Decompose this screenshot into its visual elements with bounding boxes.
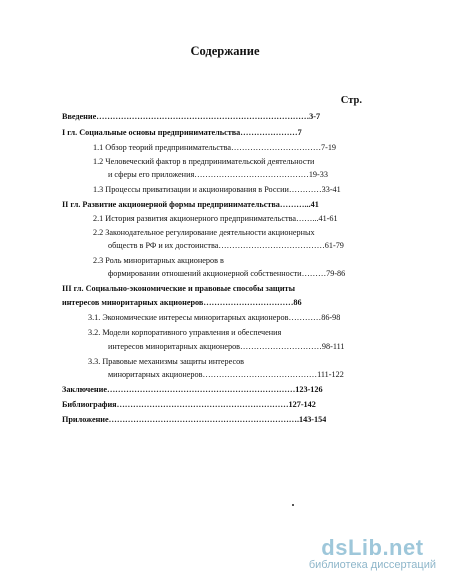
toc-line: I гл. Социальные основы предпринимательства…………………7: [62, 128, 302, 137]
scan-speck: [292, 504, 294, 506]
toc-line: и сферы его приложения……………………………………19-33: [108, 170, 328, 179]
toc-line: 2.3 Роль миноритарных акционеров в: [93, 256, 224, 265]
toc-line: 1.1 Обзор теорий предпринимательства……………………………7-19: [93, 143, 337, 152]
toc-line: обществ в РФ и их достоинства…………………………………61-79: [108, 241, 344, 250]
page-column-header: Стр.: [340, 95, 362, 106]
toc-line: Приложение…………………………………………………………….143-154: [62, 415, 327, 424]
toc-line: III гл. Социально-экономические и правовые способы защиты: [62, 284, 295, 293]
toc-line: интересов миноритарных акционеров…………………………98-111: [108, 342, 345, 351]
toc-line: 2.1 История развития акционерного предпринимательства……...41-61: [93, 214, 338, 223]
toc-line: II гл. Развитие акционерной формы предпринимательства………...41: [62, 200, 319, 209]
toc-line: миноритарных акционеров……………………………………111-122: [108, 370, 344, 379]
toc-line: 3.1. Экономические интересы миноритарных акционеров…………86-98: [88, 313, 341, 322]
toc-line: 1.3 Процессы приватизации и акционирования в России…………33-41: [93, 185, 341, 194]
watermark-tagline: библиотека диссертаций: [308, 559, 436, 571]
watermark-logo[interactable]: [309, 535, 436, 571]
toc-line: формировании отношений акционерной собственности………79-86: [108, 269, 346, 278]
toc-line: Введение……………………………………………………………………3-7: [62, 112, 321, 121]
document-title: Содержание: [190, 44, 260, 58]
watermark-brand: dsLib.net: [321, 535, 424, 560]
toc-line: Библиография………………………………………………………127-142: [62, 400, 316, 409]
toc-line: 2.2 Законодательное регулирование деятельности акционерных: [93, 228, 315, 237]
toc-line: 3.2. Модели корпоративного управления и обеспечения: [88, 328, 282, 337]
toc-line: 3.3. Правовые механизмы защиты интересов: [88, 357, 245, 366]
toc-line: интересов миноритарных акционеров……………………………86: [62, 298, 302, 307]
toc-line: Заключение……………………………………………………………123-126: [62, 385, 323, 394]
toc-line: 1.2 Человеческий фактор в предпринимательской деятельности: [93, 157, 315, 166]
